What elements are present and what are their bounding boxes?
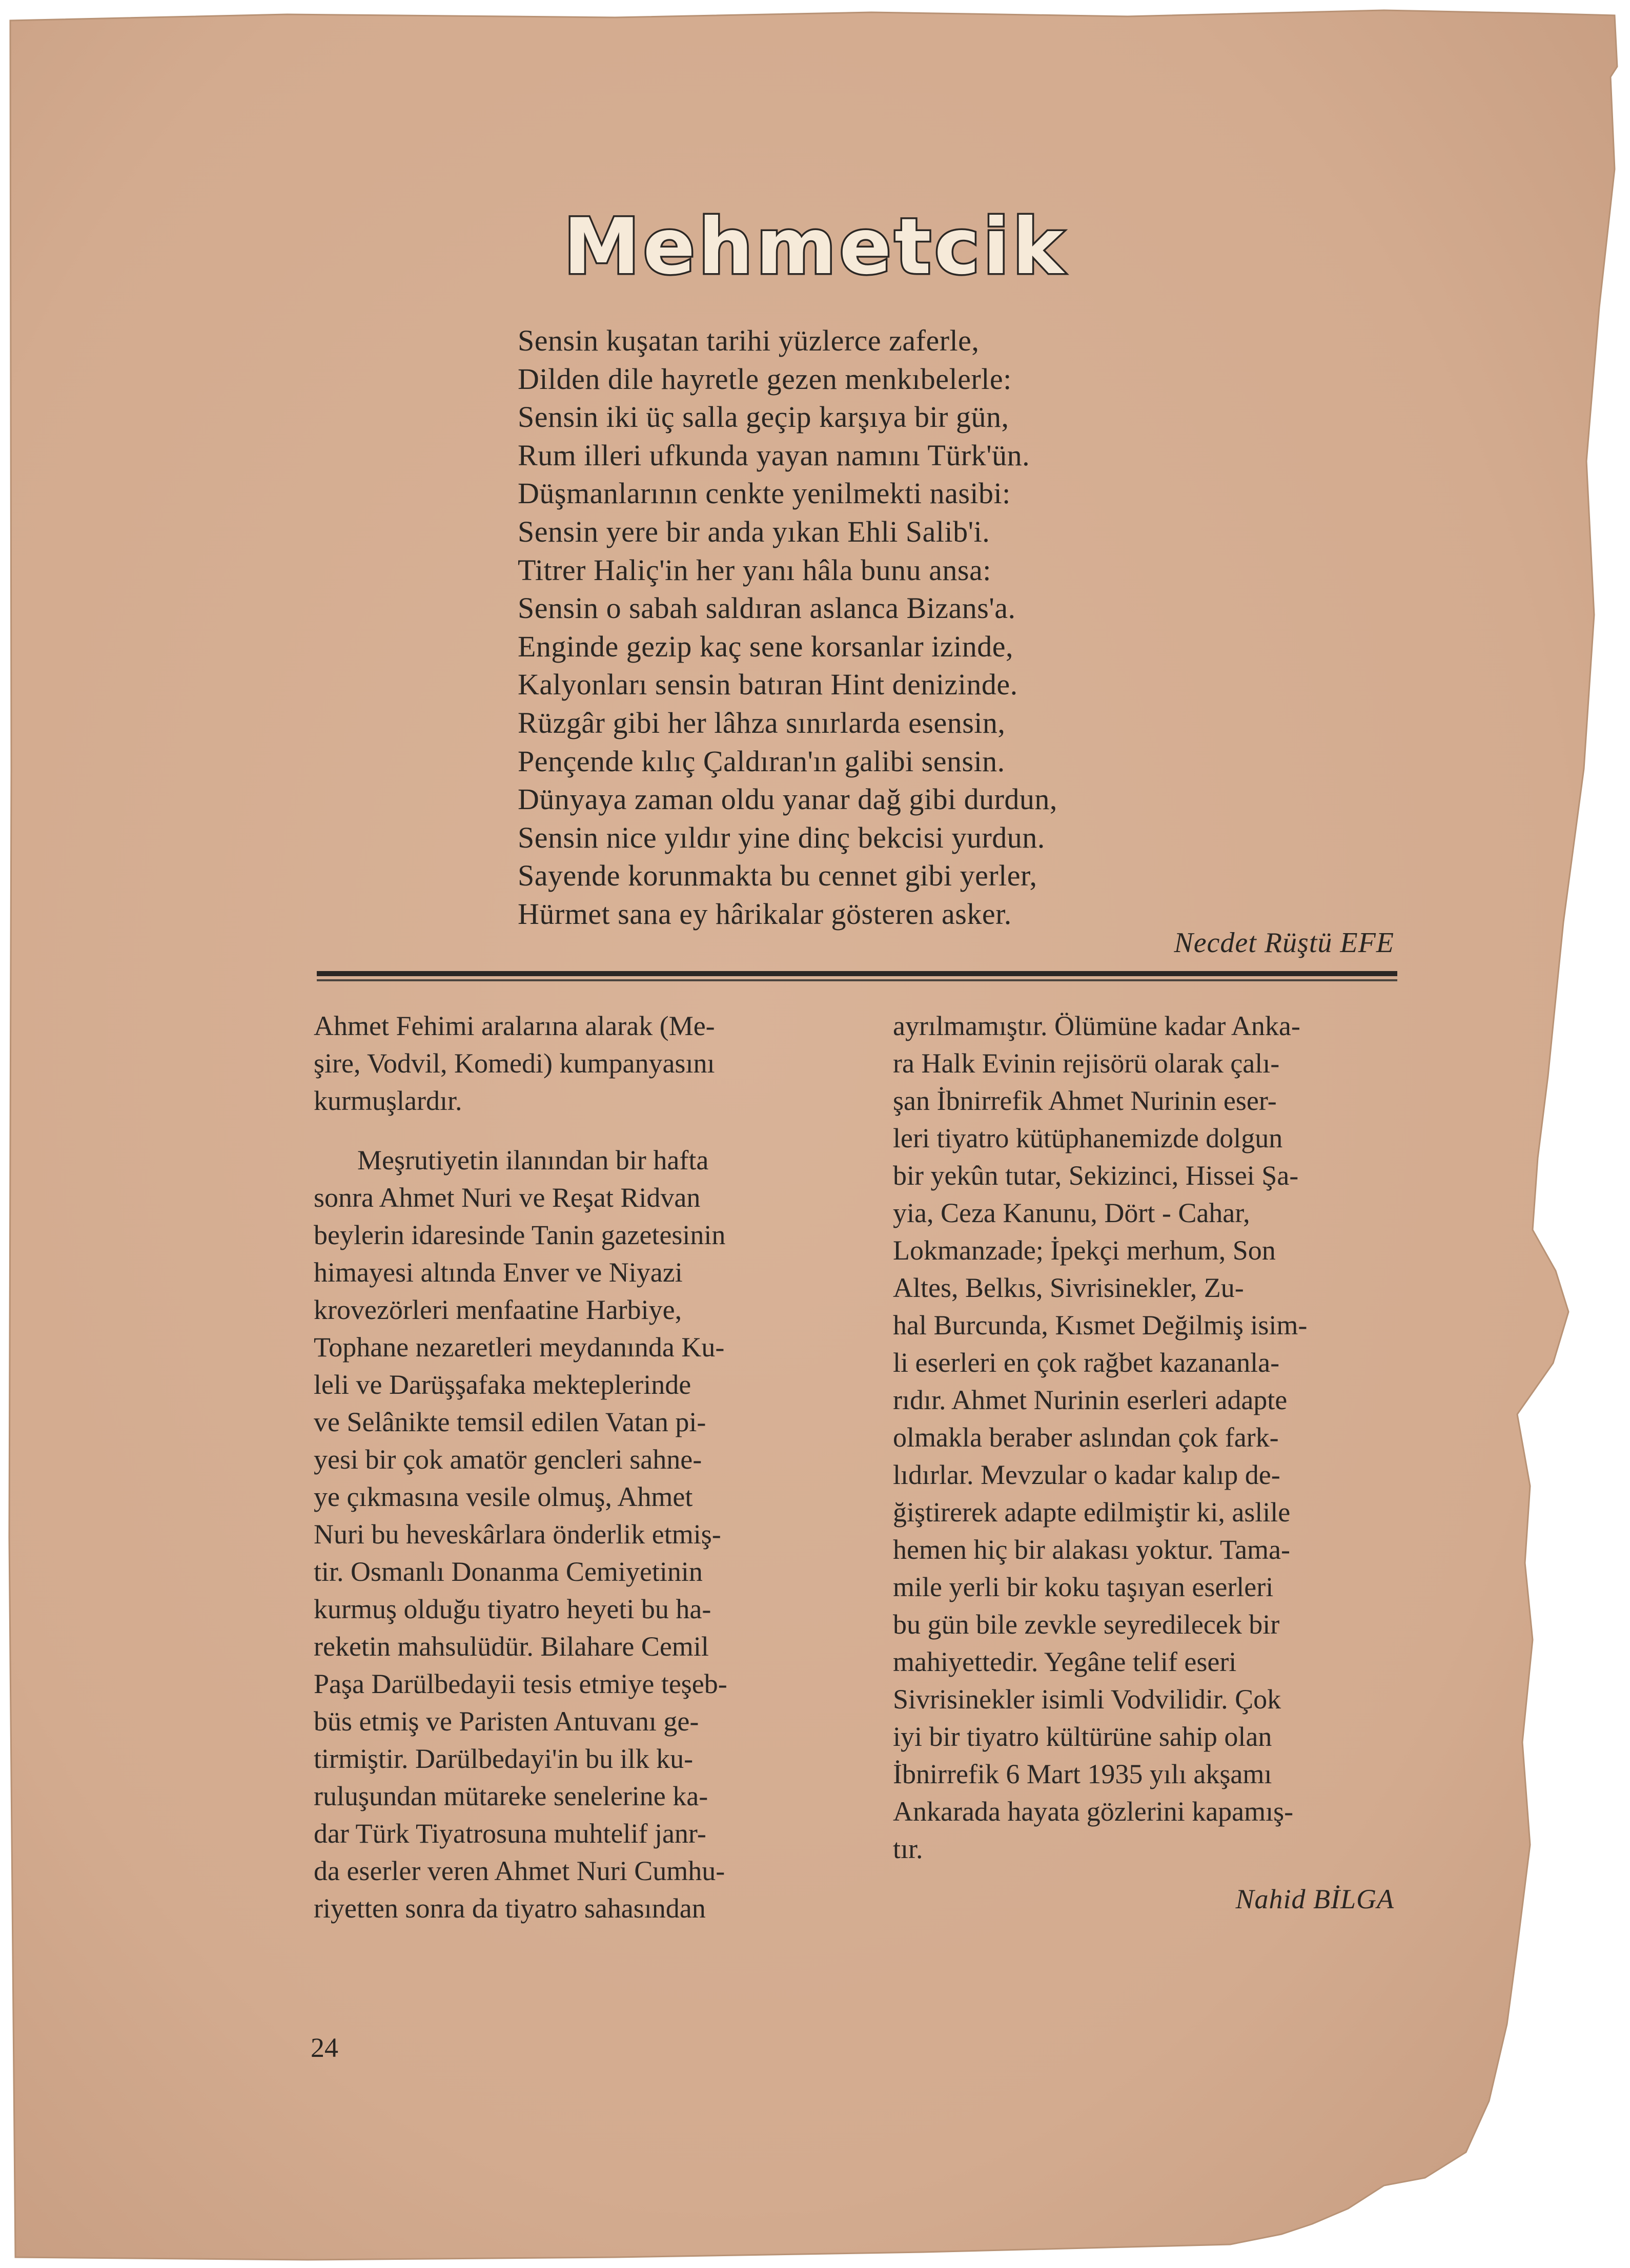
- article-line: ra Halk Evinin rejisörü olarak çalı-: [893, 1048, 1280, 1079]
- article-line: tir. Osmanlı Donanma Cemiyetinin: [314, 1556, 703, 1587]
- article-line: sonra Ahmet Nuri ve Reşat Ridvan: [314, 1182, 701, 1213]
- article-line: himayesi altında Enver ve Niyazi: [314, 1257, 683, 1288]
- poem-line: Kalyonları sensin batıran Hint denizinde.: [518, 668, 1018, 702]
- article-line: rıdır. Ahmet Nurinin eserleri adapte: [893, 1385, 1288, 1415]
- article-line: ve Selânikte temsil edilen Vatan pi-: [314, 1407, 706, 1437]
- article-line: mahiyettedir. Yegâne telif eseri: [893, 1646, 1237, 1677]
- page-number: 24: [311, 2032, 338, 2063]
- article-line: Ankarada hayata gözlerini kapamış-: [893, 1796, 1294, 1827]
- article-line: Nuri bu heveskârlara önderlik etmiş-: [314, 1519, 721, 1550]
- paragraph-gap: [314, 1120, 821, 1142]
- article-line: Lokmanzade; İpekçi merhum, Son: [893, 1235, 1276, 1266]
- article-line: kurmuş olduğu tiyatro heyeti bu ha-: [314, 1594, 711, 1624]
- article-line: tır.: [893, 1833, 923, 1864]
- article-line: ruluşundan mütareke senelerine ka-: [314, 1781, 708, 1811]
- article-line: ayrılmamıştır. Ölümüne kadar Anka-: [893, 1011, 1300, 1041]
- article-line: Altes, Belkıs, Sivrisinekler, Zu-: [893, 1272, 1244, 1303]
- poem-line: Sensin kuşatan tarihi yüzlerce zaferle,: [518, 324, 980, 357]
- poem-line: Enginde gezip kaç sene korsanlar izinde,: [518, 629, 1013, 663]
- article-line: reketin mahsulüdür. Bilahare Cemil: [314, 1631, 709, 1662]
- article-left-column: [314, 1007, 821, 1927]
- poem-line: Sayende korunmakta bu cennet gibi yerler,: [518, 859, 1037, 893]
- divider-rule-thin: [317, 979, 1397, 981]
- poem-line: Dilden dile hayretle gezen menkıbelerle:: [518, 362, 1012, 396]
- article-line: iyi bir tiyatro kültürüne sahip olan: [893, 1721, 1272, 1752]
- article-line: ğiştirerek adapte edilmiştir ki, aslile: [893, 1497, 1291, 1528]
- poem-line: Sensin iki üç salla geçip karşıya bir gün,: [518, 400, 1009, 434]
- article-line: leri tiyatro kütüphanemizde dolgun: [893, 1123, 1283, 1153]
- poem-signature: Necdet Rüştü EFE: [1174, 927, 1394, 959]
- article-line: Meşrutiyetin ilanından bir hafta: [357, 1145, 709, 1176]
- article-line: li eserleri en çok rağbet kazananla-: [893, 1347, 1280, 1378]
- article-line: hal Burcunda, Kısmet Değilmiş isim-: [893, 1310, 1308, 1341]
- poem-line: Düşmanlarının cenkte yenilmekti nasibi:: [518, 477, 1011, 510]
- poem: [518, 322, 1492, 934]
- article-right-column: [893, 1007, 1400, 1868]
- poem-line: Pençende kılıç Çaldıran'ın galibi sensin.: [518, 744, 1005, 778]
- article-line: ye çıkmasına vesile olmuş, Ahmet: [314, 1481, 693, 1512]
- article-line: olmakla beraber aslından çok fark-: [893, 1422, 1279, 1453]
- article-line: yia, Ceza Kanunu, Dört - Cahar,: [893, 1198, 1250, 1228]
- article-line: büs etmiş ve Paristen Antuvanı ge-: [314, 1706, 699, 1737]
- poem-line: Sensin yere bir anda yıkan Ehli Salib'i.: [518, 514, 990, 548]
- article-line: kurmuşlardır.: [314, 1085, 462, 1116]
- article-line: tirmiştir. Darülbedayi'in bu ilk ku-: [314, 1743, 694, 1774]
- article-line: şan İbnirrefik Ahmet Nurinin eser-: [893, 1085, 1277, 1116]
- article-line: bu gün bile zevkle seyredilecek bir: [893, 1609, 1280, 1640]
- article-line: yesi bir çok amatör gencleri sahne-: [314, 1444, 702, 1475]
- poem-line: Dünyaya zaman oldu yanar dağ gibi durdun,: [518, 782, 1057, 816]
- article-line: Paşa Darülbedayii tesis etmiye teşeb-: [314, 1668, 727, 1699]
- poem-line: Rüzgâr gibi her lâhza sınırlarda esensin,: [518, 706, 1006, 739]
- article-line: hemen hiç bir alakası yoktur. Tama-: [893, 1534, 1290, 1565]
- article-line: da eserler veren Ahmet Nuri Cumhu-: [314, 1855, 725, 1886]
- article-line: beylerin idaresinde Tanin gazetesinin: [314, 1220, 726, 1250]
- article-line: riyetten sonra da tiyatro sahasından: [314, 1893, 706, 1924]
- article-line: leli ve Darüşşafaka mekteplerinde: [314, 1369, 691, 1400]
- divider-rule: [317, 971, 1397, 976]
- article-line: Sivrisinekler isimli Vodvilidir. Çok: [893, 1684, 1281, 1715]
- article-author: Nahid BİLGA: [1235, 1884, 1394, 1914]
- poem-line: Titrer Haliç'in her yanı hâla bunu ansa:: [518, 553, 991, 587]
- poem-line: Hürmet sana ey hârikalar gösteren asker.: [518, 897, 1012, 931]
- article-line: İbnirrefik 6 Mart 1935 yılı akşamı: [893, 1759, 1272, 1789]
- page-title: Mehmetcik: [563, 202, 1067, 292]
- article-line: lıdırlar. Mevzular o kadar kalıp de-: [893, 1459, 1280, 1490]
- article-line: bir yekûn tutar, Sekizinci, Hissei Şa-: [893, 1160, 1299, 1191]
- article-line: krovezörleri menfaatine Harbiye,: [314, 1294, 682, 1325]
- article-line: şire, Vodvil, Komedi) kumpanyasını: [314, 1048, 715, 1079]
- article-line: Ahmet Fehimi aralarına alarak (Me-: [314, 1011, 715, 1041]
- poem-line: Sensin o sabah saldıran aslanca Bizans'a.: [518, 591, 1016, 625]
- article-line: mile yerli bir koku taşıyan eserleri: [893, 1572, 1274, 1602]
- article-line: dar Türk Tiyatrosuna muhtelif janr-: [314, 1818, 706, 1849]
- poem-line: Sensin nice yıldır yine dinç bekcisi yurdun.: [518, 820, 1045, 854]
- article-line: Tophane nezaretleri meydanında Ku-: [314, 1332, 725, 1363]
- poem-line: Rum illeri ufkunda yayan namını Türk'ün.: [518, 438, 1030, 472]
